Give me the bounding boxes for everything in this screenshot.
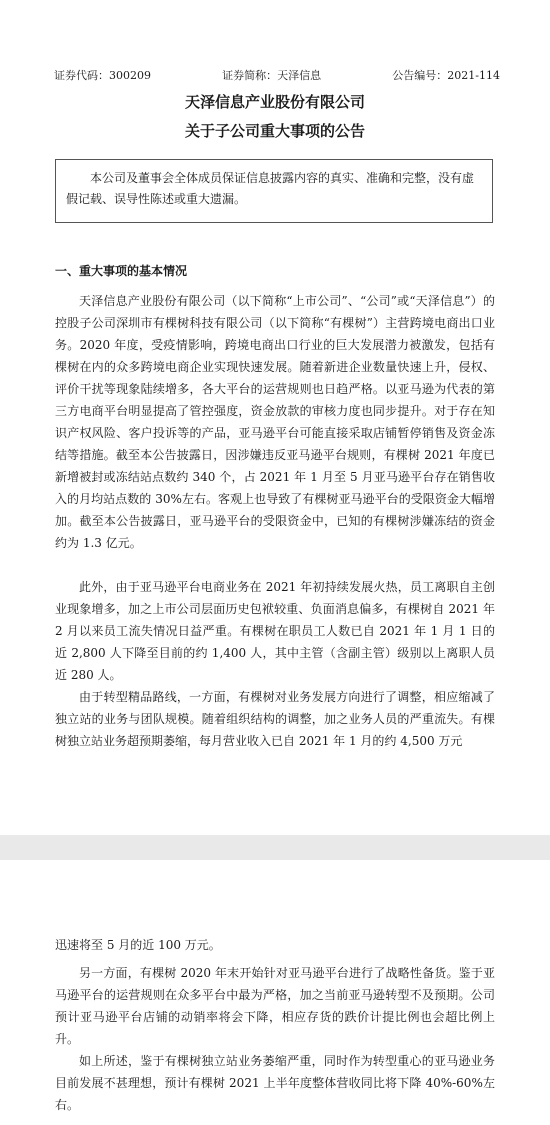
company-title: 天泽信息产业股份有限公司	[184, 93, 365, 111]
paragraph-2: 此外，由于亚马逊平台电商业务在 2021 年初持续发展火热，员工离职自主创业现象增多，加之上市公司层面历史包袱较重、负面消息偏多，有棵树自 2021 年 2 月以来员工流失情况日益严重。有棵树在职员工人数已自 2021 年 1 月 1 日的近 2,800 人下降至目前的约 1,400 人，其中主管（含副主管）级别以上离职人员近 280 人。	[55, 580, 495, 682]
announcement-title: 关于子公司重大事项的公告	[184, 122, 365, 140]
paragraph-1: 天泽信息产业股份有限公司（以下简称“上市公司”、“公司”或“天泽信息”）的控股子公司深圳市有棵树科技有限公司（以下简称“有棵树”）主营跨境电商出口业务。2020 年度，受疫情影响，跨境电商出口行业的巨大发展潜力被激发，包括有棵树在内的众多跨境电商企业实现快速发展。随着新进企业数量快速上升，侵权、评价干扰等现象陆续增多，各大平台的运营规则也日趋严格。以亚马逊为代表的第三方电商平台明显提高了管控强度，资金放款的审核力度也同步提升。对于存在知识产权风险、客户投诉等的产品，亚马逊平台可能直接采取店铺暂停销售及资金冻结等措施。截至本公告披露日，因涉嫌违反亚马逊平台规则，有棵树 2021 年度已新增被封或冻结站点数约 340 个，占 2021 年 1 月至 5 月亚马逊平台存在销售收入的月均站点数的 30%左右。客观上也导致了有棵树亚马逊平台的受限资金大幅增加。截至本公告披露日，亚马逊平台的受限资金中，已知的有棵树涉嫌冻结的资金约为 1.3 亿元。	[55, 294, 495, 550]
stock-code: 证券代码：300209	[54, 69, 151, 82]
paragraph-3-continued: 迅速将至 5 月的近 100 万元。	[55, 938, 221, 952]
paragraph-3: 由于转型精品路线，一方面，有棵树对业务发展方向进行了调整，相应缩减了独立站的业务与团队规模。随着组织结构的调整，加之业务人员的严重流失。有棵树独立站业务超预期萎缩，每月营业收入已自 2021 年 1 月的约 4,500 万元	[55, 690, 495, 748]
page-separator	[0, 835, 550, 860]
paragraph-4: 另一方面，有棵树 2020 年末开始针对亚马逊平台进行了战略性备货。鉴于亚马逊平台的运营规则在众多平台中最为严格，加之当前亚马逊转型不及预期。公司预计亚马逊平台店铺的动销率将会下降，相应存货的跌价计提比例也会超比例上升。	[55, 966, 495, 1046]
announcement-header	[54, 67, 500, 83]
section-heading: 一、重大事项的基本情况	[55, 264, 188, 278]
stock-abbreviation: 证券简称：天泽信息	[222, 69, 322, 82]
disclaimer-box	[55, 159, 493, 223]
disclaimer-text: 本公司及董事会全体成员保证信息披露内容的真实、准确和完整，没有虚假记载、误导性陈述或重大遗漏。	[66, 171, 475, 206]
announcement-number: 公告编号：2021-114	[392, 69, 500, 82]
paragraph-5: 如上所述，鉴于有棵树独立站业务萎缩严重，同时作为转型重心的亚马逊业务目前发展不甚理想，预计有棵树 2021 上半年度整体营收同比将下降 40%-60%左右。	[55, 1054, 495, 1112]
